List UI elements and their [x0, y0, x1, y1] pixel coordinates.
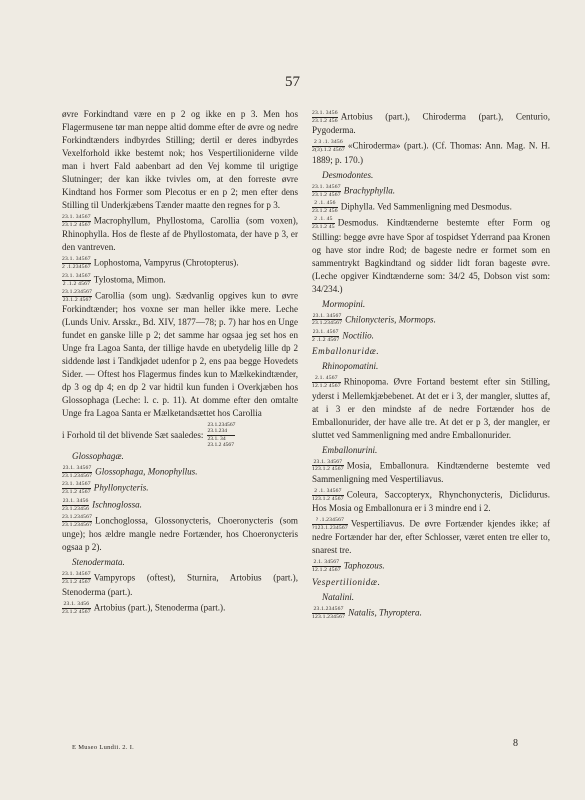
paragraph: øvre Forkindtand være en p 2 og ikke en p 3. Men hos Flagermusene tør man neppe altid domme efter de øvre og nedre Forkindtænders indbyrdes Stilling; dertil er deres indbyrdes Vexelforhold ikke bestemt nok; hos Vespertilioniderne vilde man i hvert Fald aabenbart ad den Vej komme til urigtige Slutninger; der kan ikke tvivles om, at den forreste øvre Kindtand hos Former som Plecotus er en p 2; men efter dens Stilling til Underkjæbens Tænder maatte den regnes for p 3.	[62, 109, 298, 210]
page-number: 57	[285, 74, 300, 90]
dental-entry	[312, 606, 550, 620]
entry-text: Natalis, Thyroptera.	[348, 607, 422, 617]
dental-entry	[312, 375, 550, 441]
dental-entry	[62, 481, 298, 495]
dental-entry	[62, 289, 298, 420]
dental-formula: $\frac{23.1. 34567}{123.1.2 4567}$	[312, 458, 344, 473]
family-heading: Vespertilionidæ.	[312, 576, 381, 587]
dental-formula: $\frac{2 3 .1. 3456}{2(3).1.2 4567}$	[312, 139, 345, 154]
entry-text: Rhinopoma. Øvre Fortand bestemt efter sin Stilling, yderst i Mellemkjæbebenet. At det er i 3, der mangler, sluttes af, at i 3 er den mindste af de nedre Fortænder hos de Emballonurider, der have alle tre. At det er p 3, der mangler, er sluttet ved Sammenligning med andre Emballonurider.	[312, 376, 550, 440]
dental-formula: $\frac{23.1. 3456}{23.1.2 4567}$	[62, 600, 91, 615]
section-heading: Rhinopomatini.	[322, 361, 379, 372]
entry-text: Diphylla. Ved Sammenligning med Desmodus.	[340, 201, 512, 212]
milk-dentition	[62, 422, 298, 448]
dental-formula: $\frac{23.1. 34567}{23.1.2 4567}$	[62, 571, 91, 586]
dental-formula: $\frac{23.1. 4567}{2 .1.2 4567}$	[312, 328, 340, 343]
dental-entry	[312, 313, 550, 327]
dental-entry	[312, 459, 550, 486]
entry-text: Vampyrops (oftest), Sturnira, Artobius (part.), Stenoderma (part.).	[62, 572, 298, 597]
milk-formula: 23.1.234567 23.1.234 23.1. 34 23.1.2 4567	[207, 422, 236, 448]
dental-formula: $\frac{23.1. 34567}{23.1.2 4567}$	[62, 481, 91, 496]
dental-entry	[62, 498, 298, 512]
dental-entry	[62, 256, 298, 270]
dental-entry	[62, 214, 298, 254]
signature-mark: E Museo Lundii. 2. I.	[72, 744, 135, 751]
dental-formula: $\frac{? .1.234567}{?123.1.234567}$	[312, 517, 348, 532]
section-heading: Emballonurini.	[322, 444, 378, 455]
entry-text: Phyllonycteris.	[93, 482, 149, 493]
dental-formula: $\frac{23.1. 34567}{23.1.2 4567}$	[312, 183, 341, 198]
entry-text: Coleura, Saccopteryx, Rhynchonycteris, Diclidurus. Hos Mosia og Emballonura er i 3 mindre end i 2.	[312, 489, 550, 514]
dental-entry	[312, 517, 550, 557]
entry-text: Artobius (part.), Stenoderma (part.).	[93, 601, 226, 612]
dental-formula: $\frac{2 .1. 456}{23.1.2 456}$	[312, 199, 338, 214]
dental-formula: $\frac{2.1. 4567}{12.1.2 4567}$	[312, 375, 341, 390]
section-heading: Glossophagæ.	[72, 451, 124, 462]
entry-text: Artobius (part.), Chiroderma (part.), Centurio, Pygoderma.	[312, 111, 550, 136]
entry-text: Glossophaga, Monophyllus.	[95, 466, 198, 477]
entry-text: Chilonycteris, Mormops.	[345, 313, 436, 324]
dental-formula: $\frac{23.1.234567}{23.1.2 4567}$	[62, 288, 93, 303]
entry-text: Noctilio.	[342, 330, 374, 341]
entry-text: Desmodus. Kindtænderne bestemte efter Form og Stilling: begge øvre have Spor af tospidset Yderrand paa Kronen og have stor indre Rod; de bageste nedre er formet som en sammentrykt Bagkindtand og sidder lidt foran bageste øvre. (Leche opgiver Kindtænderne som: 34/2 45, Dobson vist som: 34/234.)	[312, 217, 550, 294]
dental-formula: $\frac{23.1. 34567}{23.1.234567}$	[312, 312, 343, 327]
dental-entry	[62, 465, 298, 479]
entry-text: Lophostoma, Vampyrus (Chrotopterus).	[93, 257, 239, 268]
family-heading: Emballonuridæ.	[312, 346, 380, 357]
section-heading: Mormopini.	[322, 298, 366, 309]
signature-number: 8	[513, 738, 518, 749]
section-heading: Natalini.	[322, 591, 355, 602]
dental-formula: $\frac{2 .1. 34567}{123.1.2 4567}$	[312, 487, 344, 502]
entry-text: Brachyphylla.	[343, 184, 396, 195]
dental-entry	[312, 216, 550, 295]
dental-entry	[312, 139, 550, 166]
entry-text: i Forhold til det blivende Sæt saaledes:	[62, 429, 204, 440]
dental-entry	[312, 110, 550, 137]
dental-entry	[312, 488, 550, 515]
dental-entry	[62, 273, 298, 287]
dental-entry	[312, 559, 550, 573]
dental-formula: $\frac{23.1. 34567}{2 .1.234567}$	[62, 256, 91, 271]
dental-formula: $\frac{23.1. 34567}{2 .1.2 4567}$	[62, 272, 91, 287]
entry-text: Lonchoglossa, Glossonycteris, Choeronycteris (som unge); hos ældre mangle nedre Fortænder, hos Choeronycteris ogsaa p 2).	[62, 515, 298, 553]
dental-formula: $\frac{23.1. 34567}{23.1.234567}$	[62, 465, 93, 479]
entry-text: Vespertiliavus. De øvre Fortænder kjendes ikke; af nedre Fortænder har der, efter Schlosser, været enten tre eller to, snarest tre.	[312, 518, 550, 556]
section-heading: Desmodontes.	[322, 169, 374, 180]
entry-text: Carollia (som ung). Sædvanlig opgives kun to øvre Forkindtænder; hos voxne ser man heller ikke mere. Leche (Lunds Univ. Arsskr., Bd. XIV, 1877—78; p. 7) har hos en Unge fundet en ganske lille p 2; det samme har ogsaa jeg set hos en Unge fra Lagoa Santa, der tillige havde en ubetydelig lille dp 2 siddende løst i Tandkjødet udenfor p 2, ens paa begge Hovedets Sider. — Oftest hos Flagermus findes kun to Mælkekindtænder, dp 3 og dp 4; en dp 2 var hidtil kun funden i Overkjæben hos Glossophaga (Leche: l. c. p. 11). At domme efter den omtalte Unge fra Lagoa Santa er Mælketandsættet hos Carollia	[62, 290, 298, 419]
dental-entry	[312, 184, 550, 198]
dental-formula: $\frac{2.1. 34567}{12.1.2 4567}$	[312, 559, 341, 574]
section-heading: Stenodermata.	[72, 557, 125, 568]
entry-text: Macrophyllum, Phyllostoma, Carollia (som voxen), Rhinophylla. Hos de fleste af de Phyllostomata, der have p 3, er den vantreven.	[62, 215, 298, 253]
dental-formula: $\frac{23.1. 3456}{23.1.23456}$	[62, 497, 90, 512]
entry-text: Tylostoma, Mimon.	[93, 273, 166, 284]
entry-text: Mosia, Emballonura. Kindtænderne bestemte ved Sammenligning med Vespertiliavus.	[312, 459, 550, 484]
entry-text: Ischnoglossa.	[92, 498, 142, 509]
dental-entry	[62, 601, 298, 615]
dental-entry	[312, 200, 550, 214]
dental-entry	[62, 571, 298, 598]
right-column	[312, 108, 550, 621]
entry-text: Taphozous.	[343, 560, 385, 571]
dental-formula: $\frac{23.1.234567}{123.1.234567}$	[312, 605, 346, 620]
left-column	[62, 108, 298, 616]
dental-formula: $\frac{23.1.234567}{23.1.234567}$	[62, 514, 93, 528]
dental-formula: $\frac{2 .1. 45}{23.1.2 45}$	[312, 216, 335, 231]
dental-formula: $\frac{23.1. 34567}{23.1.2 4567}$	[62, 214, 91, 228]
dental-formula: $\frac{23.1. 3456}{23.1.2 456}$	[312, 110, 338, 124]
entry-text: «Chiroderma» (part.). (Cf. Thomas: Ann. Mag. N. H. 1889; p. 170.)	[312, 140, 550, 165]
dental-entry	[62, 514, 298, 554]
dental-entry	[312, 329, 550, 343]
